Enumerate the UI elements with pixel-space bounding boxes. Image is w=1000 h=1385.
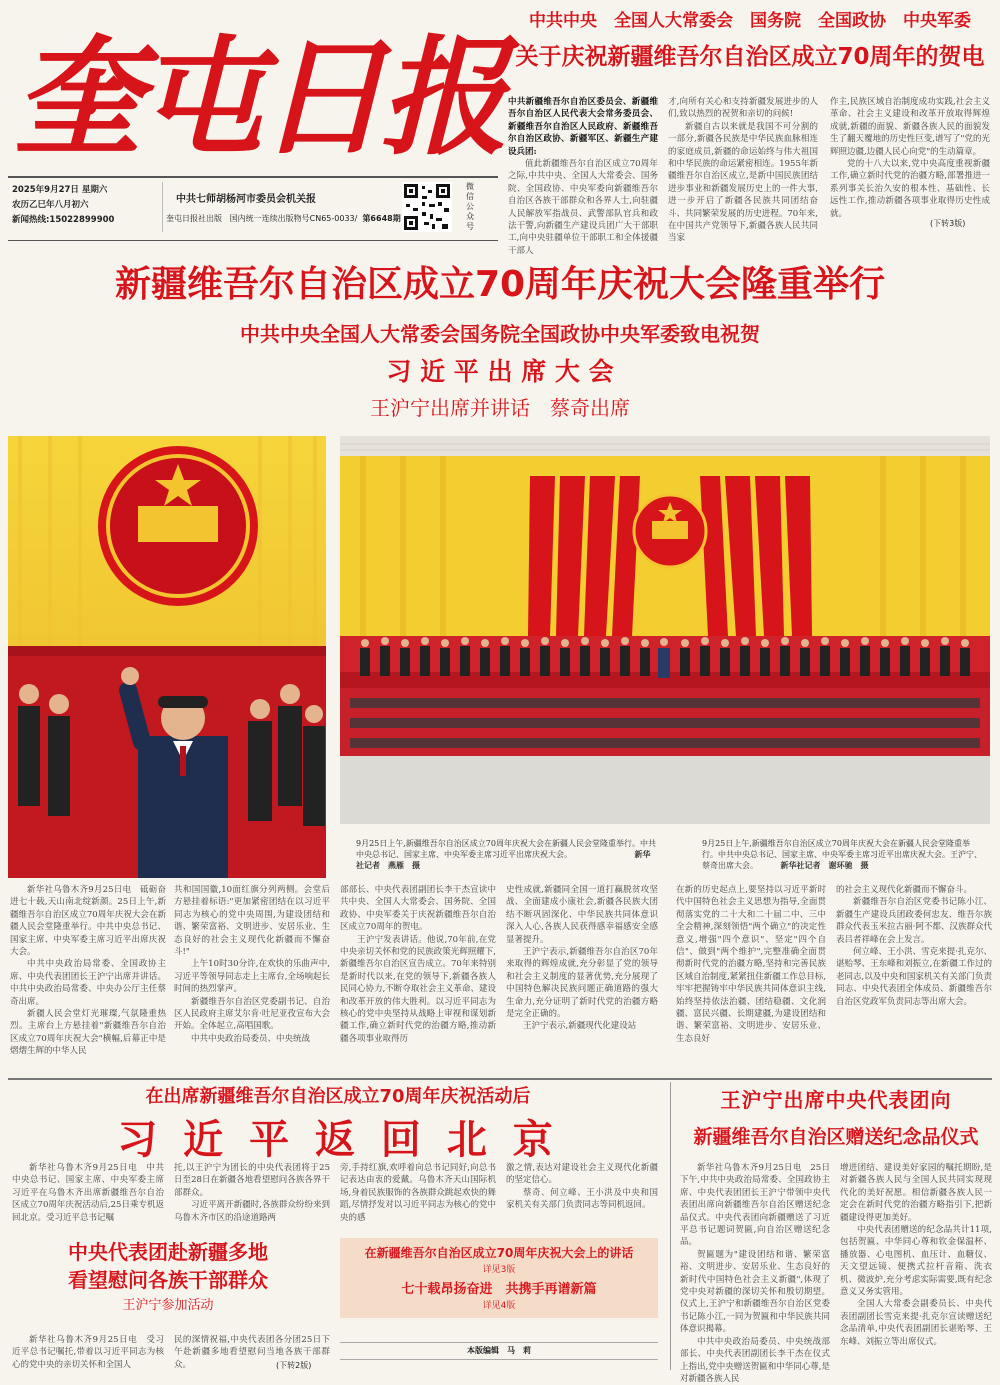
photo-caption-1: 9月25日上午,新疆维吾尔自治区成立70周年庆祝大会在新疆人民会堂隆重举行。中共中央总书记、国家主席、中央军委主席习近平出席庆祝大会。 新华社记者 燕雁 摄 <box>356 839 656 870</box>
photo-xi-waving[interactable] <box>8 436 326 878</box>
photo-credit-2: 新华社记者 谢环驰 摄 <box>780 860 869 870</box>
publish-info <box>166 213 435 224</box>
delegation-para-1: 新华社乌鲁木齐9月25日电 受习近平总书记嘱托,带着以习近平同志为核心的党中央的亲切关怀和全国人 <box>12 1335 164 1370</box>
delegation-title-1: 中央代表团赴新疆多地 <box>68 1240 268 1264</box>
sub-headline-3: 王沪宁出席并讲话 蔡奇出席 <box>370 396 630 420</box>
return-para-1: 新华社乌鲁木齐9月25日电 中共中央总书记、国家主席、中央军委主席习近平在乌鲁木齐出席新疆维吾尔自治区成立70周年庆祝活动后,25日乘专机返回北京。受习近平总书记嘱 <box>12 1163 164 1223</box>
news-hotline: 新闻热线:15022899900 <box>12 215 115 225</box>
speech-title: 在新疆维吾尔自治区成立70周年庆祝大会上的讲话 <box>364 1246 634 1260</box>
speech-ref-1[interactable]: 详见3版 <box>482 1265 516 1275</box>
delegation-para-2: 民的深情祝福,中央代表团各分团25日下午赴新疆多地看望慰问当地各族干部群众。 <box>174 1335 330 1370</box>
story-para-12: 王沪宁表示,新疆现代化建设站 <box>523 1021 637 1032</box>
congrats-para-3: 新疆自古以来就是我国不可分割的一部分,新疆各民族是中华民族血脉相连的家庭成员,新疆的命运始终与伟大祖国和中华民族的命运紧密相连。1955年新疆维吾尔自治区成立,是新中国民族团结进步事业和新疆发展历史上的一件大事,进一步开启了新疆各民族共同团结奋斗、共同繁荣发展的历史进程。70年来,在中国共产党领导下,新疆各族人民共同当家 <box>668 121 818 244</box>
story-para-9: 王沪宁发表讲话。他说,70年前,在党中央亲切关怀和党的民族政策光辉照耀下,新疆维吾尔自治区宣告成立。70年来特别是新时代以来,在党的领导下,新疆各族人民同心协力,不断夺取社会主义革命、建设和改革开放的伟大胜利。以习近平同志为核心的党中央坚持从战略上审视和谋划新疆工作,确立新时代党的治疆方略,推动新疆各项事业取得历 <box>340 934 496 1044</box>
photo-credit-1: 新华社记者 燕雁 摄 <box>356 849 651 870</box>
gift-para-2: 贺匾题为"建设团结和谐、繁荣富裕、文明进步、安居乐业、生态良好的新时代中国特色社会主义新疆",体现了党中央对新疆的深切关怀和殷切期望。仪式上,王沪宁和新疆维吾尔自治区党委书记陈小江,一同为贺匾和中华民族共同体意识揭幕。 <box>680 1249 830 1335</box>
sub-headline-1: 中共中央全国人大常委会国务院全国政协中央军委致电祝贺 <box>240 322 760 346</box>
delegation-title-2: 看望慰问各族干部群众 <box>68 1268 268 1292</box>
editor-bar <box>340 1342 658 1360</box>
masthead-logo <box>8 4 503 173</box>
issue-number: 第6648期 <box>362 214 401 223</box>
wechat-label: 微信公众号 <box>466 182 474 231</box>
issue-date: 2025年9月27日 星期六 <box>12 185 108 195</box>
story-para-13: 在新的历史起点上,要坚持以习近平新时代中国特色社会主义思想为指导,全面贯彻落实党的二十大和二十届二中、三中全会精神,深刻领悟"两个确立"的决定性意义,增强"四个意识"、坚定"四个自信"、做到"两个维护",完整准确全面贯彻新时代党的治疆方略,坚持和完善民族区域自治制度,紧紧扭住新疆工作总目标,牢牢把握铸牢中华民族共同体意识主线,始终坚持依法治疆、团结稳疆、文化润疆、富民兴疆、长期建疆,为建设团结和谐、繁荣富裕、文明进步、安居乐业、生态良好 <box>676 885 826 1044</box>
gift-para-1: 新华社乌鲁木齐9月25日电 25日下午,中共中央政治局常委、全国政协主席、中央代表团团长王沪宁带领中央代表团出席向新疆维吾尔自治区赠送纪念品仪式。中央代表团向新疆赠送了习近平总书记题词贺匾,向自治区赠送纪念品。 <box>680 1163 830 1248</box>
congrats-addressees: 中共新疆维吾尔自治区委员会、新疆维吾尔自治区人民代表大会常务委员会、新疆维吾尔自治区人民政府、新疆维吾尔自治区政协、新疆军区、新疆生产建设兵团: <box>508 97 658 157</box>
gift-title-2: 新疆维吾尔自治区赠送纪念品仪式 <box>693 1126 979 1148</box>
congrats-para-1: 值此新疆维吾尔自治区成立70周年之际,中共中央、全国人大常委会、国务院、全国政协、中央军委向新疆维吾尔自治区各族干部群众和各界人士,向驻疆人民解放军指战员、武警部队官兵和政法干警,向新疆生产建设兵团广大干部职工,向中央驻疆单位干部职工和全体援疆干部人 <box>508 159 658 256</box>
return-para-4: 旁,手持红旗,欢呼着向总书记同好,向总书记表达由衷的爱戴。乌鲁木齐天山国际机场,身着民族服饰的各族群众跳起欢快的舞蹈,尽情抒发对以习近平同志为核心的党中央的感 <box>340 1163 496 1223</box>
delegation-subtitle: 王沪宁参加活动 <box>122 1298 214 1313</box>
photo-caption-2: 9月25日上午,新疆维吾尔自治区成立70周年庆祝大会在新疆人民会堂隆重举行。中共中央总书记、国家主席、中央军委主席习近平出席庆祝大会。王沪宁、蔡奇出席大会。 新华社记者 谢环驰 摄 <box>702 839 982 870</box>
masthead-dateblock <box>12 183 162 228</box>
story-para-4: 共和国国徽,10面红旗分列两侧。会堂后方悬挂着标语:"更加紧密团结在以习近平同志为核心的党中央周围,为建设团结和谐、繁荣富裕、文明进步、安居乐业、生态良好的社会主义现代化新疆而不懈奋斗!" <box>174 885 330 958</box>
photo-assembly-hall[interactable] <box>340 436 990 824</box>
masthead-logo-art <box>8 4 503 173</box>
story-para-11: 王沪宁表示,新疆维吾尔自治区70年来取得的辉煌成就,充分彰显了党的领导和社会主义制度的显著优势,充分展现了中国特色解决民族问题正确道路的强大生命力,充分证明了新时代党的治疆方略是完全正确的。 <box>506 947 658 1020</box>
gift-para-5: 中央代表团赠送的纪念品共计11项,包括贺匾、中华同心尊和钦金保温杯、播放器、心电图机、血压计、血糖仪、天文望远镜、便携式拉杆音箱、洗衣机、微波炉,充分考虑实际需要,既有纪念意义又务实管用。 <box>840 1225 992 1298</box>
sponsor: 中共七师胡杨河市委员会机关报 <box>176 194 316 205</box>
gift-para-3: 中共中央政治局委员、中央统战部部长、中央代表团副团长李干杰在仪式上指出,党中央赠送贺匾和中华同心尊,是对新疆各族人民 <box>680 1336 830 1384</box>
story-para-15: 新疆维吾尔自治区党委书记陈小江、新疆生产建设兵团政委何忠友、维吾尔族群众代表玉米拉古丽·阿不都、汉族群众代表吕者祥峰在会上发言。 <box>836 897 992 945</box>
qr-code[interactable] <box>402 182 452 232</box>
story-para-6: 新疆维吾尔自治区党委副书记、自治区人民政府主席艾尔肯·吐尼亚孜宣布大会开始。全体起立,高唱国歌。 <box>174 996 330 1032</box>
story-para-16: 何立峰、王小洪、雪克来提·扎克尔、谌贻琴、王东峰和刘振立,在新疆工作过的老同志,以及中央和国家机关有关部门负责同志、中央代表团全体成员、新疆维吾尔自治区党政军负责同志等出席大会。 <box>836 947 992 1007</box>
return-para-5: 激之情,表达对建设社会主义现代化新疆的坚定信心。 <box>506 1163 658 1186</box>
story-para-3: 新疆人民会堂灯光璀璨,气氛隆重热烈。主席台上方悬挂着"新疆维吾尔自治区成立70周年庆祝大会"横幅,后幕正中是熠熠生辉的中华人民 <box>10 1009 166 1057</box>
speech-box[interactable] <box>340 1238 658 1318</box>
congrats-para-2: 才,向所有关心和支持新疆发展进步的人们,致以热烈的祝贺和亲切的问候! <box>668 97 818 120</box>
masthead-title: 奎屯日报 <box>14 23 503 173</box>
main-headline: 新疆维吾尔自治区成立70周年庆祝大会隆重举行 <box>114 264 886 305</box>
story-para-14: 的社会主义现代化新疆而不懈奋斗。 <box>836 885 973 895</box>
story-para-8: 部部长、中央代表团副团长李干杰宣读中共中央、全国人大常委会、国务院、全国政协、中央军委关于庆祝新疆维吾尔自治区成立70周年的贺电。 <box>340 885 496 933</box>
return-title: 习 近 平 返 回 北 京 <box>117 1117 559 1163</box>
return-para-2: 托,以王沪宁为团长的中央代表团将于25日至28日在新疆各地看望慰问各族各界干部群众。 <box>174 1163 330 1198</box>
gift-para-6: 全国人大常委会副委员长、中央代表团副团长雪克来提·扎克尔宣读赠送纪念品清单,中央代表团副团长谌贻琴、王东峰、刘振立等出席仪式。 <box>840 1299 992 1347</box>
return-kicker: 在出席新疆维吾尔自治区成立70周年庆祝活动后 <box>145 1086 531 1107</box>
lunar-date: 农历乙巳年八月初六 <box>12 200 89 210</box>
story-para-10: 史性成就,新疆同全国一道打赢脱贫攻坚战、全面建成小康社会,新疆各民族大团结不断巩固深化、中华民族共同体意识深入人心,各族人民获得感幸福感安全感显著提升。 <box>506 885 658 945</box>
return-para-3: 习近平离开新疆时,各族群众纷纷来到乌鲁木齐市区的沿途道路两 <box>174 1200 330 1223</box>
gift-para-4: 增进团结、建设美好家园的嘱托期盼,是对新疆各族人民与全国人民共同实现现代化的美好祝愿。相信新疆各族人民一定会在新时代党的治疆方略指引下,把新疆建设得更加美好。 <box>840 1163 992 1223</box>
congrats-continued[interactable]: (下转3版) <box>930 219 966 228</box>
congrats-senders: 中共中央 全国人大常委会 国务院 全国政协 中央军委 <box>529 11 971 31</box>
publisher: 奎屯日报社出版 <box>166 214 222 223</box>
story-para-1: 新华社乌鲁木齐9月25日电 砥砺奋进七十载,天山南北绽新颜。25日上午,新疆维吾尔自治区成立70周年庆祝大会在新疆人民会堂隆重举行。中共中央总书记、国家主席、中央军委主席习近平出席庆祝大会。 <box>10 885 166 958</box>
story-para-7: 中共中央政治局委员、中央统战 <box>191 1033 311 1044</box>
gift-title-1: 王沪宁出席中央代表团向 <box>720 1088 952 1112</box>
story-para-5: 上午10时30分许,在欢快的乐曲声中,习近平等领导同志走上主席台,全场响起长时间的热烈掌声。 <box>174 959 330 995</box>
page-editor: 本版编辑 马 莉 <box>467 1346 531 1355</box>
speech-title-2: 七十载昂扬奋进 共携手再谱新篇 <box>401 1282 597 1297</box>
delegation-continued[interactable]: (下转2版) <box>276 1361 312 1370</box>
cn-number: 国内统一连续出版物号CN65-0033/ <box>229 214 358 223</box>
story-para-2: 中共中央政治局常委、全国政协主席、中央代表团团长王沪宁出席并讲话。中共中央政治局常委、中央办公厅主任蔡奇出席。 <box>10 959 166 1007</box>
congrats-para-5: 党的十八大以来,党中央高度重视新疆工作,确立新时代党的治疆方略,部署推进一系列事关长治久安的根本性、基础性、长远性工作,推动新疆各项事业取得历史性成就。 <box>830 159 990 219</box>
congrats-para-4: 作主,民族区域自治制度成功实践,社会主义革命、社会主义建设和改革开放取得辉煌成就,新疆的面貌、新疆各族人民的面貌发生了翻天覆地的历史性巨变,谱写了"党的光辉照边疆,边疆人民心向党"的生动篇章。 <box>830 97 990 157</box>
sub-headline-2: 习 近 平 出 席 大 会 <box>386 357 614 386</box>
return-para-6: 蔡奇、何立峰、王小洪及中央和国家机关有关部门负责同志等同机返回。 <box>506 1187 658 1211</box>
speech-ref-2[interactable]: 详见4版 <box>482 1301 516 1311</box>
congrats-title: 关于庆祝新疆维吾尔自治区成立70周年的贺电 <box>515 44 985 70</box>
